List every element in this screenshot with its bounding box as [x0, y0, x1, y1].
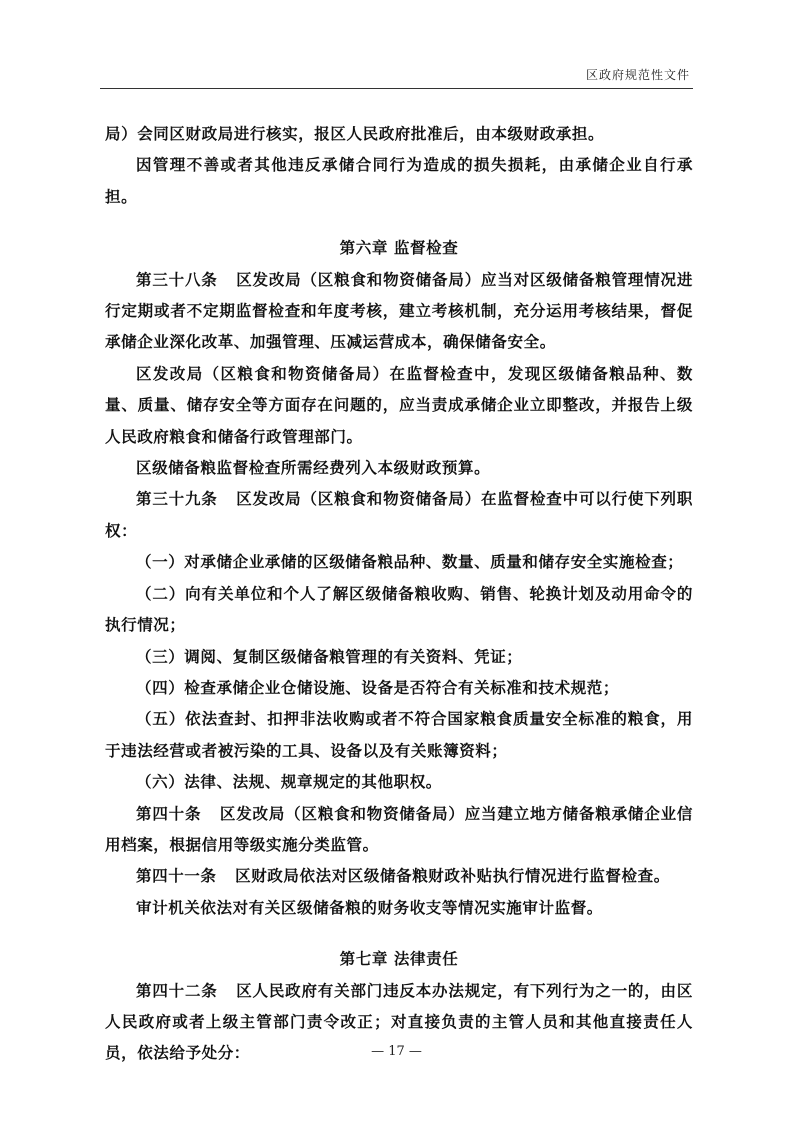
article-38: [105, 264, 693, 358]
article-39: [105, 483, 693, 546]
article-41-number: 第四十一条: [136, 866, 217, 886]
article-39-item-4: （四）检查承储企业仓储设施、设备是否符合有关标准和技术规范；: [136, 677, 620, 697]
article-40-number: 第四十条: [136, 803, 202, 823]
article-38-number: 第三十八条: [136, 269, 218, 289]
article-38-text: 区发改局（区粮食和物资储备局）应当对区级储备粮管理情况进行定期或者不定期监督检查和年度考核，建立考核机制，充分运用考核结果，督促承储企业深化改革、加强管理、压减运营成本，确保储备安全。: [105, 269, 693, 352]
article-39-item-6: （六）法律、法规、规章规定的其他职权。: [136, 772, 442, 792]
article-39-item-5: （五）依法查封、扣押非法收购或者不符合国家粮食质量安全标准的粮食，用于违法经营或者被污染的工具、设备以及有关账簿资料；: [105, 709, 693, 760]
article-39-text: 区发改局（区粮食和物资储备局）在监督检查中可以行使下列职权：: [105, 489, 693, 540]
paragraph-continuation: 局）会同区财政局进行核实，报区人民政府批准后，由本级财政承担。: [105, 124, 605, 143]
article-39-number: 第三十九条: [136, 489, 218, 509]
chapter-7-title: 第七章 法律责任: [339, 949, 459, 969]
document-body: [105, 118, 693, 1069]
article-39-item-1: （一）对承储企业承储的区级储备粮品种、数量、质量和储存安全实施检查；: [136, 552, 684, 572]
paragraph-loss: 因管理不善或者其他违反承储合同行为造成的损失损耗，由承储企业自行承担。: [105, 155, 693, 206]
article-41: [105, 860, 693, 891]
article-40: [105, 798, 693, 861]
spacer: [105, 212, 693, 232]
article-42-number: 第四十二条: [136, 980, 218, 1000]
page-number: — 17 —: [371, 1044, 422, 1059]
spacer: [105, 923, 693, 943]
article-40-text: 区发改局（区粮食和物资储备局）应当建立地方储备粮承储企业信用档案，根据信用等级实施分类监管。: [105, 803, 693, 854]
article-39-item-3: （三）调阅、复制区级储备粮管理的有关资料、凭证；: [136, 646, 523, 666]
article-38-paragraph-3: 区级储备粮监督检查所需经费列入本级财政预算。: [136, 458, 491, 478]
article-39-item-2: （二）向有关单位和个人了解区级储备粮收购、销售、轮换计划及动用命令的执行情况；: [105, 583, 693, 635]
article-41-text: 区财政局依法对区级储备粮财政补贴执行情况进行监督检查。: [235, 866, 670, 886]
header-rule: [100, 88, 693, 89]
article-38-paragraph-2: 区发改局（区粮食和物资储备局）在监督检查中，发现区级储备粮品种、数量、质量、储存安全等方面存在问题的，应当责成承储企业立即整改，并报告上级人民政府粮食和储备行政管理部门。: [105, 363, 693, 446]
article-42-text: 区人民政府有关部门违反本办法规定，有下列行为之一的，由区人民政府或者上级主管部门责令改正；对直接负责的主管人员和其他直接责任人员，依法给予处分：: [105, 980, 693, 1063]
chapter-6-title: 第六章 监督检查: [339, 238, 459, 258]
document-header: 区政府规范性文件: [585, 68, 690, 82]
article-41-paragraph-2: 审计机关依法对有关区级储备粮的财务收支等情况实施审计监督。: [136, 897, 603, 917]
